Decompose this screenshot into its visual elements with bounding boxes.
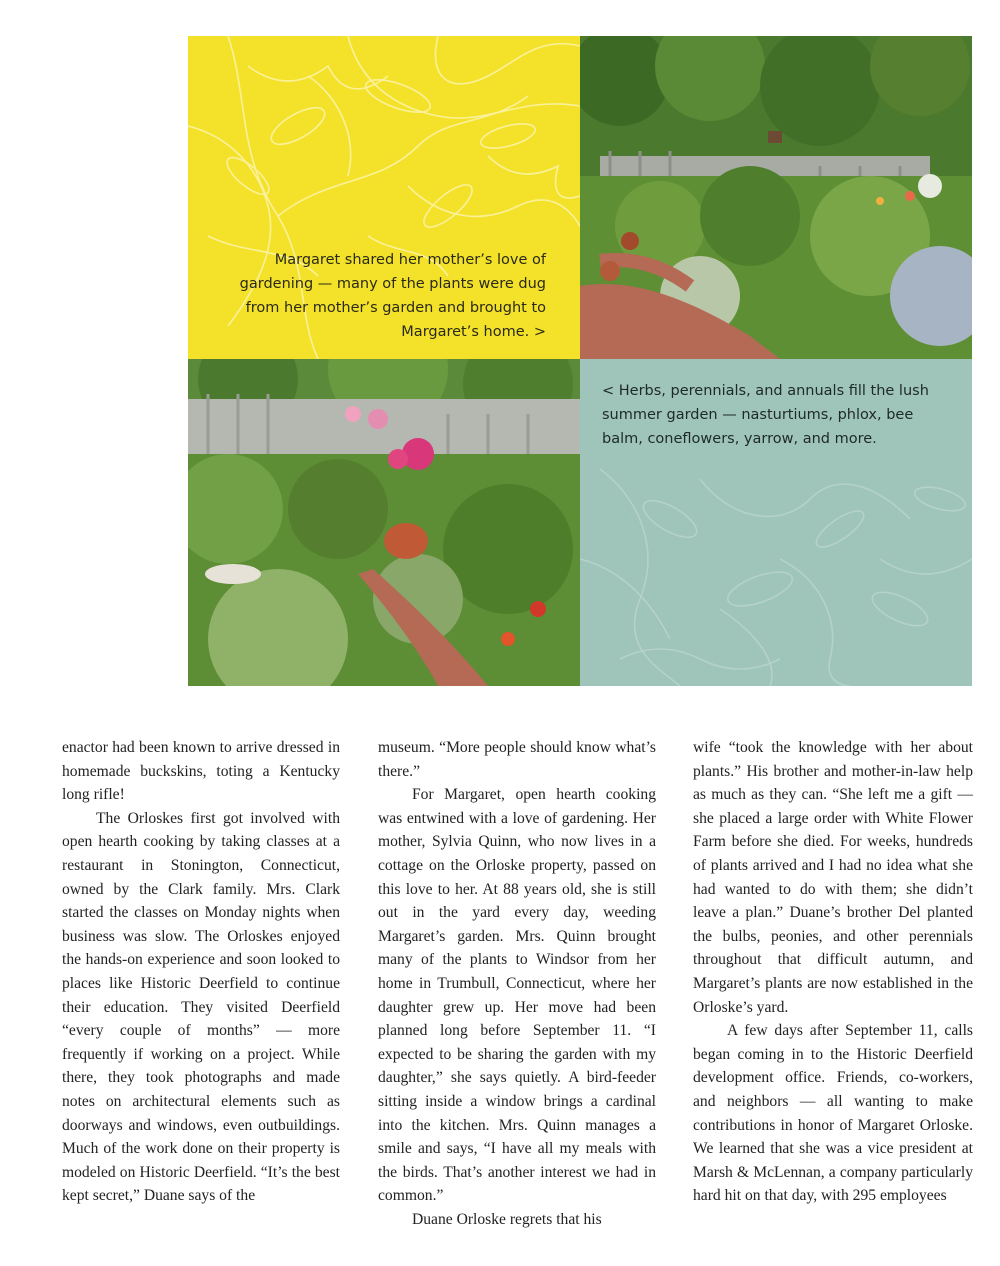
article-column-2	[378, 736, 656, 1231]
paragraph: The Orloskes first got involved with open hearth cooking by taking classes at a restaurant in Stonington, Connecticut, owned by the Clark family. Mrs. Clark started the classes on Monday nights when business was slow. The Orloskes enjoyed the hands-on experience and soon looked to places like Historic Deerfield to continue their education. They visited Deerfield “every couple of months” — more frequently if working on a project. While there, they took photographs and made notes on architectural elements such as doorways and windows, even outbuildings. Much of the work done on their property is modeled on Historic Deerfield. “It’s the best kept secret,” Duane says of the	[62, 809, 340, 1205]
caption-mothers-garden: Margaret shared her mother’s love of gardening — many of the plants were dug from her mother’s garden and brought to Margaret’s home. >	[239, 252, 546, 340]
teal-caption-panel	[580, 359, 972, 686]
paragraph: A few days after September 11, calls began coming in to the Historic Deerfield development office. Friends, co-workers, and neighbors — all wanting to make contributions in honor of Margaret Orloske. We learned that she was a vice president at Marsh & McLennan, a company particularly hard hit on that day, with 295 employees	[693, 1022, 973, 1205]
article-column-3	[693, 736, 973, 1208]
garden-photo-flowers-brick-path	[188, 359, 580, 686]
article-column-1	[62, 736, 340, 1208]
photo-collage	[188, 36, 972, 686]
paragraph: For Margaret, open hearth cooking was entwined with a love of gardening. Her mother, Sylvia Quinn, who now lives in a cottage on the Orloske property, passed on this love to her. At 88 years old, she is still out in the yard every day, weeding Margaret’s garden. Mrs. Quinn brought many of the plants to Windsor from her home in Trumbull, Connecticut, where her daughter grew up. Her move had been planned long before September 11. “I expected to be sharing the garden with my daughter,” she says quietly. A bird-feeder sitting inside a window brings a cardinal into the kitchen. Mrs. Quinn manages a smile and says, “I have all my meals with the birds. That’s another interest we had in common.”	[378, 786, 656, 1205]
caption-summer-garden: < Herbs, perennials, and annuals fill the lush summer garden — nasturtiums, phlox, bee balm, coneflowers, yarrow, and more.	[602, 383, 929, 447]
paragraph: Duane Orloske regrets that his	[412, 1210, 602, 1228]
paragraph: museum. “More people should know what’s there.”	[378, 739, 656, 780]
article-body	[62, 736, 972, 1256]
paragraph: wife “took the knowledge with her about plants.” His brother and mother-in-law help as much as they can. “She left me a gift — she placed a large order with White Flower Farm before she died. For weeks, hundreds of plants arrived and I had no idea what she had wanted to do with them; she didn’t leave a plan.” Duane’s brother Del planted the bulbs, peonies, and other perennials throughout that difficult autumn, and Margaret’s plants are now established in the Orloske’s yard.	[693, 739, 973, 1016]
paragraph: enactor had been known to arrive dressed in homemade buckskins, toting a Kentucky long rifle!	[62, 739, 340, 804]
yellow-caption-panel	[188, 36, 580, 359]
garden-photo-fence-path	[580, 36, 972, 359]
